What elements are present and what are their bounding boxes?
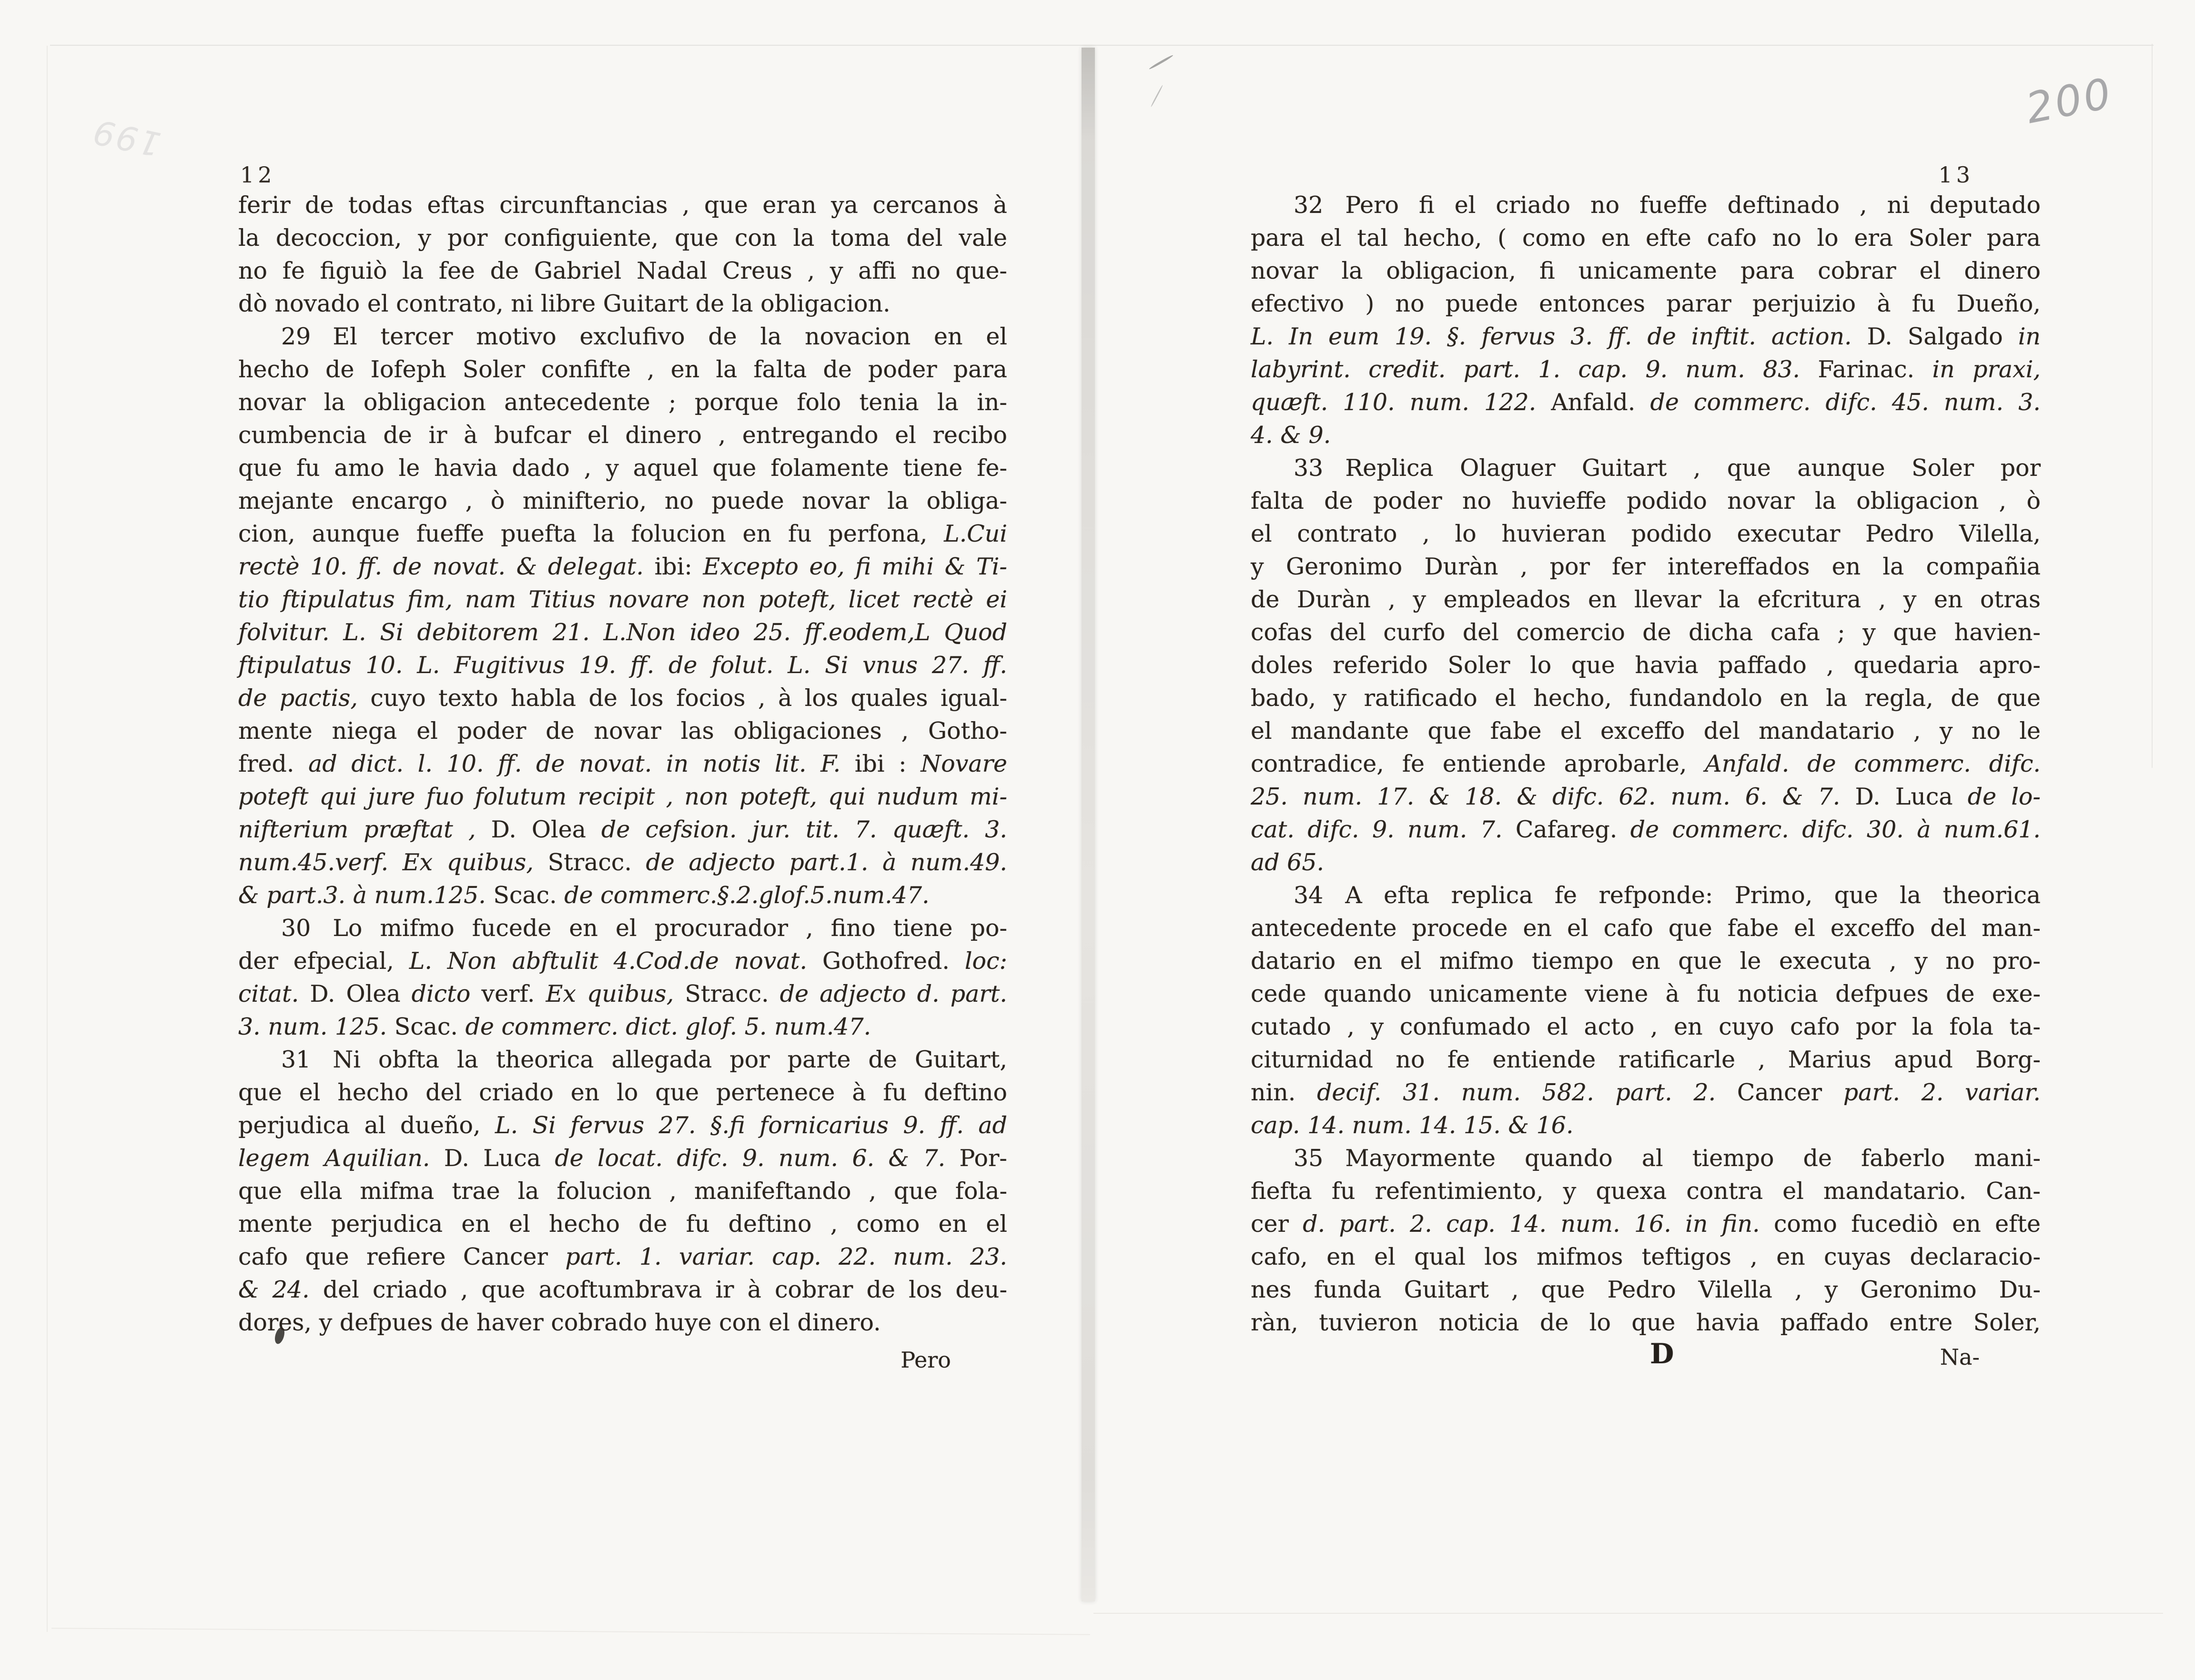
text-segment: d. part. 2. cap. 14. num. 16. in fin. xyxy=(1303,1210,1774,1237)
text-line xyxy=(238,550,1007,583)
text-segment: ad dict. l. 10. ff. de novat. in notis lit. F. xyxy=(308,750,855,777)
text-line xyxy=(238,386,1007,419)
text-segment: cede quando unicamente viene à fu noticia defpues de exe- xyxy=(1251,980,2041,1007)
text-segment: mente niega el poder de novar las obligaciones , Gotho- xyxy=(238,717,1007,744)
paragraph-number: 33 xyxy=(1294,454,1324,482)
signature-mark: D xyxy=(1650,1338,1674,1370)
text-segment: Pero fi el criado no fueffe deftinado , ni deputado xyxy=(1345,191,2041,219)
book-gutter-fold xyxy=(1082,48,1095,1601)
text-segment: para el tal hecho, ( como en efte cafo no lo era Soler para xyxy=(1251,224,2041,251)
text-line xyxy=(238,1273,1007,1306)
text-line xyxy=(238,484,1007,517)
paper-bottom-edge-right xyxy=(1093,1613,2163,1614)
text-segment: que fu amo le havia dado , y aquel que folamente tiene fe- xyxy=(238,454,1007,482)
text-line xyxy=(1251,1240,2041,1273)
text-line xyxy=(238,517,1007,550)
text-segment: part. 2. variar. xyxy=(1843,1079,2041,1106)
text-line xyxy=(238,320,1007,353)
text-segment: contradice, fe entiende aprobarle, xyxy=(1251,750,1705,777)
text-segment: no fe figuiò la fee de Gabriel Nadal Creus , y affi no que- xyxy=(238,257,1007,284)
text-segment: tio ftipulatus fim, nam Titius novare non poteft, licet rectè ei xyxy=(238,586,1007,613)
text-line xyxy=(238,353,1007,386)
text-segment: verf. xyxy=(481,980,546,1007)
text-segment: cat. difc. 9. num. 7. xyxy=(1251,816,1516,843)
paper-right-edge xyxy=(2152,44,2153,768)
paper-left-edge xyxy=(47,46,48,1632)
text-segment: y Geronimo Duràn , por fer intereffados en la compañia xyxy=(1251,553,2041,580)
text-segment: & part.3. à num.125. xyxy=(238,882,494,909)
text-line xyxy=(1251,517,2041,550)
text-segment: de commerc.§.2.glof.5.num.47. xyxy=(564,882,930,909)
text-line xyxy=(1251,1043,2041,1076)
text-segment: mente perjudica en el hecho de fu deftino , como en el xyxy=(238,1210,1007,1237)
text-segment: L. Non abftulit 4.Cod.de novat. xyxy=(409,947,823,975)
text-line xyxy=(1251,1142,2041,1175)
text-segment: labyrint. credit. part. 1. cap. 9. num. 83. xyxy=(1251,356,1818,383)
text-segment: Cancer xyxy=(1737,1079,1843,1106)
text-line xyxy=(238,780,1007,813)
text-segment: como fucediò en efte xyxy=(1773,1210,2041,1237)
text-segment: der efpecial, xyxy=(238,947,409,975)
pen-flourish-mark xyxy=(1149,54,1174,70)
text-segment: cuyo texto habla de los focios , à los quales igual- xyxy=(370,684,1008,712)
text-segment: dicto xyxy=(411,980,482,1007)
text-line xyxy=(238,419,1007,452)
text-segment: Cafareg. xyxy=(1515,816,1630,843)
text-segment: efectivo ) no puede entonces parar perjuizio à fu Dueño, xyxy=(1251,290,2041,317)
text-line xyxy=(238,189,1007,221)
text-segment: mejante encargo , ò minifterio, no puede novar la obliga- xyxy=(238,487,1007,514)
text-segment: de lo- xyxy=(1967,783,2041,810)
text-segment: decif. 31. num. 582. part. 2. xyxy=(1317,1079,1737,1106)
pen-flourish-mark xyxy=(1150,85,1163,107)
text-segment: doles referido Soler lo que havia paffado , quedaria apro- xyxy=(1251,652,2041,679)
text-segment: cer xyxy=(1251,1210,1303,1237)
text-line xyxy=(1251,484,2041,517)
text-segment: de commerc. dict. glof. 5. num.47. xyxy=(465,1013,871,1040)
text-segment: ftipulatus 10. L. Fugitivus 19. ff. de folut. L. Si vnus 27. ff. xyxy=(238,652,1007,679)
text-segment: Stracc. xyxy=(685,980,780,1007)
text-line xyxy=(238,221,1007,254)
text-segment: cap. 14. num. 14. 15. & 16. xyxy=(1251,1112,1574,1139)
text-segment: A efta replica fe refponde: Primo, que la theorica xyxy=(1345,882,2041,909)
text-line xyxy=(1251,583,2041,616)
text-segment: de Duràn , y empleados en llevar la efcritura , y en otras xyxy=(1251,586,2041,613)
text-line xyxy=(238,977,1007,1010)
text-segment: Replica Olaguer Guitart , que aunque Soler por xyxy=(1345,454,2041,482)
text-segment: legem Aquilian. xyxy=(238,1145,444,1172)
text-line xyxy=(238,583,1007,616)
paragraph-number: 31 xyxy=(281,1046,311,1073)
page-number: 12 xyxy=(240,162,276,188)
text-segment: novar la obligacion, fi unicamente para cobrar el dinero xyxy=(1251,257,2041,284)
handwritten-folio-number: 200 xyxy=(2022,68,2117,133)
paragraph-number: 34 xyxy=(1294,882,1324,909)
text-line xyxy=(1251,945,2041,977)
text-line xyxy=(1251,813,2041,846)
text-segment: de commerc. difc. 45. num. 3. xyxy=(1650,389,2041,416)
catchword: Pero xyxy=(900,1347,951,1373)
text-line xyxy=(238,1207,1007,1240)
paragraph-number: 30 xyxy=(281,915,311,942)
text-segment: Scac. xyxy=(493,882,565,909)
text-segment: cion, aunque fueffe puefta la folucion en fu perfona, xyxy=(238,520,944,547)
text-segment: de commerc. difc. 30. à num.61. xyxy=(1630,816,2041,843)
text-segment: nin. xyxy=(1251,1079,1317,1106)
text-segment: cutado , y confumado el acto , en cuyo cafo por la fola ta- xyxy=(1251,1013,2041,1040)
text-segment: L.Cui xyxy=(944,520,1007,547)
paragraph-number: 29 xyxy=(281,323,311,350)
text-segment: Mayormente quando al tiempo de faberlo mani- xyxy=(1345,1145,2041,1172)
text-segment: citat. xyxy=(238,980,310,1007)
text-line xyxy=(1251,419,2041,452)
text-segment: de adjecto d. part. xyxy=(779,980,1007,1007)
text-line xyxy=(238,1240,1007,1273)
text-segment: loc: xyxy=(964,947,1008,975)
text-segment: folvitur. L. Si debitorem 21. L.Non ideo 25. ff.eodem,L Quod xyxy=(238,619,1007,646)
text-line xyxy=(238,1109,1007,1142)
text-line xyxy=(1251,1175,2041,1207)
text-segment: Stracc. xyxy=(547,849,646,876)
text-segment: 3. num. 125. xyxy=(238,1013,394,1040)
text-segment: in xyxy=(2018,323,2041,350)
paragraph-number: 32 xyxy=(1294,191,1324,219)
text-line xyxy=(1251,682,2041,714)
text-line xyxy=(238,879,1007,912)
text-segment: cafo que refiere Cancer xyxy=(238,1243,566,1270)
text-segment: el mandante que fabe el exceffo del mandatario , y no le xyxy=(1251,717,2041,744)
text-line xyxy=(1251,1273,2041,1306)
catchword: Na- xyxy=(1940,1344,1980,1370)
text-segment: Por- xyxy=(959,1145,1007,1172)
text-segment: poteft qui jure fuo folutum recipit , non poteft, qui nudum mi- xyxy=(238,783,1007,810)
text-line xyxy=(238,287,1007,320)
text-segment: Farinac. xyxy=(1818,356,1932,383)
text-segment: dò novado el contrato, ni libre Guitart de la obligacion. xyxy=(238,290,890,317)
text-segment: Anfald. de commerc. difc. xyxy=(1705,750,2041,777)
text-line xyxy=(238,616,1007,649)
text-segment: D. Luca xyxy=(1855,783,1968,810)
text-line xyxy=(1251,320,2041,353)
text-segment: de cefsion. jur. tit. 7. quæft. 3. xyxy=(601,816,1007,843)
text-line xyxy=(1251,1207,2041,1240)
text-line xyxy=(1251,287,2041,320)
paragraph-number: 35 xyxy=(1294,1145,1324,1172)
text-segment: hecho de Iofeph Soler confifte , en la falta de poder para xyxy=(238,356,1007,383)
text-segment: El tercer motivo exclufivo de la novacion en el xyxy=(333,323,1007,350)
text-line xyxy=(238,254,1007,287)
text-segment: el contrato , lo huvieran podido executar Pedro Vilella, xyxy=(1251,520,2041,547)
text-segment: & 24. xyxy=(238,1276,323,1303)
text-line xyxy=(238,1142,1007,1175)
text-segment: que el hecho del criado en lo que pertenece à fu deftino xyxy=(238,1079,1007,1106)
text-line xyxy=(238,912,1007,945)
text-line xyxy=(1251,1076,2041,1109)
text-segment: ferir de todas eftas circunftancias , que eran ya cercanos à xyxy=(238,191,1007,219)
text-line xyxy=(1251,550,2041,583)
text-line xyxy=(1251,747,2041,780)
text-segment: nifterium præftat , xyxy=(238,816,491,843)
text-segment: ràn, tuvieron noticia de lo que havia paffado entre Soler, xyxy=(1251,1309,2041,1336)
text-segment: Ex quibus, xyxy=(546,980,685,1007)
text-line xyxy=(1251,1010,2041,1043)
text-segment: citurnidad no fe entiende ratificarle , Marius apud Borg- xyxy=(1251,1046,2041,1073)
text-segment: rectè 10. ff. de novat. & delegat. xyxy=(238,553,655,580)
text-line xyxy=(1251,1109,2041,1142)
text-segment: bado, y ratificado el hecho, fundandolo en la regla, de que xyxy=(1251,684,2041,712)
text-segment: datario en el mifmo tiempo en que le executa , y no pro- xyxy=(1251,947,2041,975)
text-line xyxy=(238,813,1007,846)
text-segment: Excepto eo, fi mihi & Ti- xyxy=(703,553,1007,580)
text-line xyxy=(238,452,1007,484)
text-line xyxy=(238,1076,1007,1109)
text-segment: dores, y defpues de haver cobrado huye con el dinero. xyxy=(238,1309,881,1336)
text-line xyxy=(1251,780,2041,813)
text-segment: novar la obligacion antecedente ; porque folo tenia la in- xyxy=(238,389,1007,416)
paper-bottom-edge-left xyxy=(51,1628,1090,1635)
text-segment: Ni obfta la theorica allegada por parte de Guitart, xyxy=(333,1046,1007,1073)
text-line xyxy=(238,747,1007,780)
text-segment: D. Luca xyxy=(444,1145,555,1172)
text-line xyxy=(1251,649,2041,682)
text-line xyxy=(1251,846,2041,879)
text-segment: de pactis, xyxy=(238,684,371,712)
text-segment: 4. & 9. xyxy=(1251,422,1331,449)
text-line xyxy=(1251,221,2041,254)
text-segment: Lo mifmo fucede en el procurador , fino tiene po- xyxy=(333,915,1007,942)
text-segment: ibi: xyxy=(654,553,703,580)
text-segment: que ella mifma trae la folucion , manifeftando , que fola- xyxy=(238,1177,1007,1205)
text-segment: de locat. difc. 9. num. 6. & 7. xyxy=(555,1145,960,1172)
text-line xyxy=(238,714,1007,747)
text-segment: del criado , que acoftumbrava ir à cobrar de los deu- xyxy=(323,1276,1008,1303)
text-line xyxy=(238,945,1007,977)
text-segment: L. Si fervus 27. §.fi fornicarius 9. ff. ad xyxy=(495,1112,1007,1139)
text-segment: de adjecto part.1. à num.49. xyxy=(646,849,1007,876)
text-segment: perjudica al dueño, xyxy=(238,1112,496,1139)
text-line xyxy=(1251,714,2041,747)
text-line xyxy=(1251,452,2041,484)
text-line xyxy=(238,1306,1007,1339)
text-segment: Novare xyxy=(920,750,1008,777)
text-line xyxy=(1251,1306,2041,1339)
text-segment: cofas del curfo del comercio de dicha cafa ; y que havien- xyxy=(1251,619,2041,646)
text-segment: falta de poder no huvieffe podido novar la obligacion , ò xyxy=(1251,487,2041,514)
text-segment: 25. num. 17. & 18. & difc. 62. num. 6. & 7. xyxy=(1251,783,1855,810)
text-line xyxy=(1251,189,2041,221)
text-segment: D. Olea xyxy=(491,816,602,843)
text-segment: la decoccion, y por configuiente, que con la toma del vale xyxy=(238,224,1007,251)
page-text-block xyxy=(238,189,1007,1339)
text-segment: Anfald. xyxy=(1551,389,1650,416)
text-segment: ad 65. xyxy=(1251,849,1325,876)
text-line xyxy=(1251,353,2041,386)
text-segment: quæft. 110. num. 122. xyxy=(1251,389,1551,416)
text-segment: nes funda Guitart , que Pedro Vilella , y Geronimo Du- xyxy=(1251,1276,2041,1303)
text-line xyxy=(238,846,1007,879)
text-line xyxy=(1251,254,2041,287)
text-line xyxy=(238,1010,1007,1043)
text-segment: fiefta fu refentimiento, y quexa contra el mandatario. Can- xyxy=(1251,1177,2041,1205)
text-segment: cumbencia de ir à bufcar el dinero , entregando el recibo xyxy=(238,422,1007,449)
text-line xyxy=(238,1175,1007,1207)
handwritten-folio-number-verso: 199 xyxy=(88,111,164,164)
paper-top-edge xyxy=(50,45,2154,46)
text-line xyxy=(238,1043,1007,1076)
text-line xyxy=(238,649,1007,682)
text-segment: part. 1. variar. cap. 22. num. 23. xyxy=(565,1243,1007,1270)
text-segment: D. Olea xyxy=(310,980,412,1007)
text-segment: L. In eum 19. §. fervus 3. ff. de inftit. action. xyxy=(1251,323,1867,350)
text-line xyxy=(1251,616,2041,649)
text-line xyxy=(238,682,1007,714)
text-line xyxy=(1251,386,2041,419)
text-line xyxy=(1251,912,2041,945)
text-segment: antecedente procede en el cafo que fabe el exceffo del man- xyxy=(1251,915,2041,942)
text-line xyxy=(1251,977,2041,1010)
text-line xyxy=(1251,879,2041,912)
text-segment: in praxi, xyxy=(1932,356,2041,383)
text-segment: num.45.verf. Ex quibus, xyxy=(238,849,548,876)
page-number: 13 xyxy=(1938,162,1974,188)
text-segment: Scac. xyxy=(394,1013,465,1040)
text-segment: cafo, en el qual los mifmos teftigos , en cuyas declaracio- xyxy=(1251,1243,2041,1270)
text-segment: D. Salgado xyxy=(1867,323,2018,350)
text-segment: ibi : xyxy=(854,750,921,777)
text-segment: Gothofred. xyxy=(822,947,965,975)
text-segment: fred. xyxy=(238,750,309,777)
page-text-block xyxy=(1251,189,2041,1339)
